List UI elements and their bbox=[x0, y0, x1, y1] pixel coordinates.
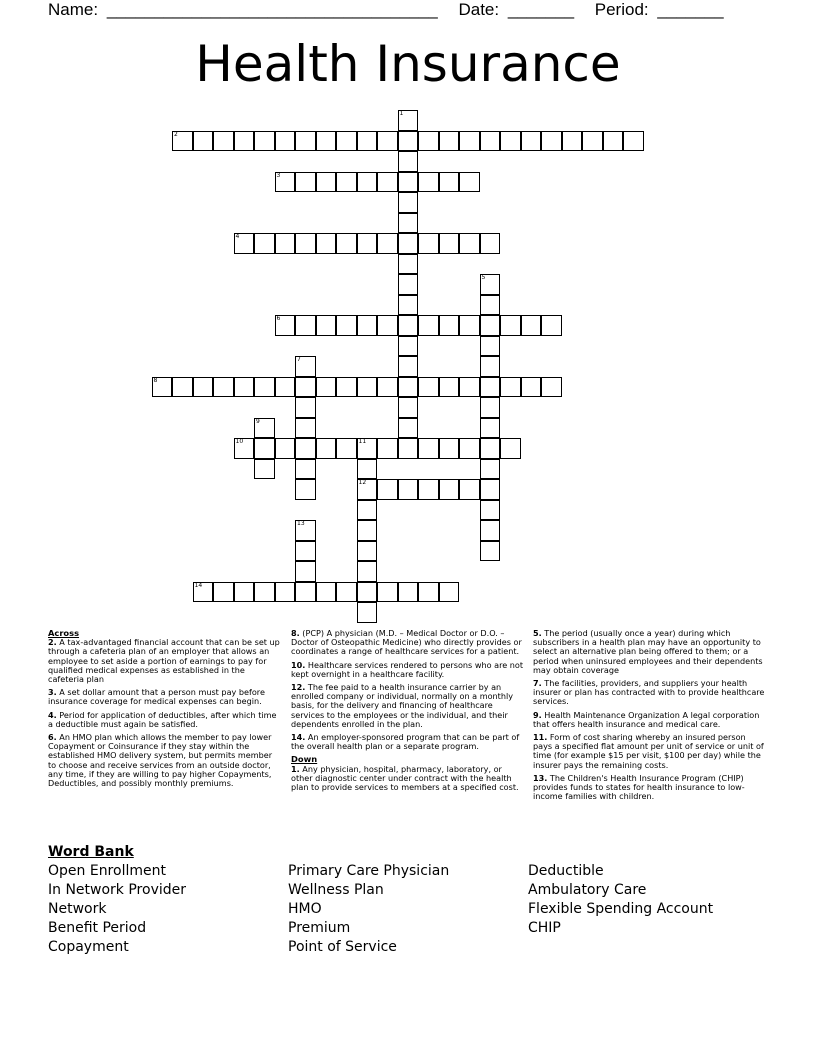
clue-number: 12 bbox=[358, 479, 367, 486]
clue-number: 8. bbox=[291, 628, 300, 638]
clue-number: 7 bbox=[297, 356, 301, 363]
clue-text: Health Maintenance Organization A legal corporation that offers health insurance and medical care. bbox=[533, 709, 760, 729]
crossword-cell[interactable] bbox=[480, 397, 501, 418]
word-bank-item: Benefit Period bbox=[48, 920, 147, 936]
clue-item bbox=[48, 733, 282, 788]
word-bank-item: HMO bbox=[288, 901, 322, 917]
clue-item bbox=[291, 629, 525, 657]
crossword-cell[interactable] bbox=[336, 233, 357, 254]
crossword-cell[interactable] bbox=[275, 172, 296, 193]
crossword-cell[interactable] bbox=[295, 233, 316, 254]
crossword-cell[interactable] bbox=[398, 110, 419, 131]
crossword-cell[interactable] bbox=[234, 233, 255, 254]
crossword-cell[interactable] bbox=[316, 582, 337, 603]
crossword-cell[interactable] bbox=[480, 131, 501, 152]
crossword-cell[interactable] bbox=[254, 582, 275, 603]
word-bank-item: Flexible Spending Account bbox=[528, 901, 714, 917]
crossword-cell[interactable] bbox=[418, 582, 439, 603]
crossword-cell[interactable] bbox=[439, 438, 460, 459]
crossword-cell[interactable] bbox=[357, 377, 378, 398]
crossword-cell[interactable] bbox=[541, 315, 562, 336]
clue-item bbox=[533, 679, 767, 707]
clue-text: Any physician, hospital, pharmacy, laboratory, or other diagnostic center under contract with the health plan to provide services to members at a specified cost. bbox=[291, 763, 519, 793]
clue-text: The facilities, providers, and suppliers your health insurer or plan has contracted with to provide healthcare services. bbox=[533, 678, 765, 707]
crossword-cell[interactable] bbox=[275, 582, 296, 603]
crossword-cell[interactable] bbox=[439, 582, 460, 603]
date-label: Date: bbox=[458, 0, 500, 19]
crossword-cell[interactable] bbox=[336, 131, 357, 152]
crossword-cell[interactable] bbox=[623, 131, 644, 152]
crossword-cell[interactable] bbox=[357, 520, 378, 541]
clue-number: 5 bbox=[481, 274, 486, 281]
crossword-cell[interactable] bbox=[193, 131, 214, 152]
word-bank-item: Ambulatory Care bbox=[528, 882, 647, 898]
crossword-cell[interactable] bbox=[398, 418, 419, 439]
crossword-cell[interactable] bbox=[172, 377, 193, 398]
crossword-cell[interactable] bbox=[459, 233, 480, 254]
crossword-cell[interactable] bbox=[459, 172, 480, 193]
crossword-cell[interactable] bbox=[295, 479, 316, 500]
clues-column-2 bbox=[291, 629, 525, 796]
crossword-cell[interactable] bbox=[275, 438, 296, 459]
clue-item bbox=[291, 661, 525, 679]
crossword-cell[interactable] bbox=[398, 295, 419, 316]
crossword-cell[interactable] bbox=[398, 151, 419, 172]
crossword-cell[interactable] bbox=[234, 582, 255, 603]
crossword-cell[interactable] bbox=[418, 377, 439, 398]
crossword-cell[interactable] bbox=[295, 172, 316, 193]
clue-text: (PCP) A physician (M.D. – Medical Doctor or D.O. – Doctor of Osteopathic Medicine) who directly provides or coordinates a range of healthcare services for a patient. bbox=[291, 628, 522, 657]
crossword-cell[interactable] bbox=[439, 131, 460, 152]
crossword-cell[interactable] bbox=[439, 479, 460, 500]
clue-number: 14 bbox=[194, 581, 203, 589]
crossword-cell[interactable] bbox=[521, 377, 542, 398]
crossword-cell[interactable] bbox=[398, 336, 419, 357]
crossword-cell[interactable] bbox=[459, 315, 480, 336]
crossword-cell[interactable] bbox=[398, 479, 419, 500]
crossword-cell[interactable] bbox=[172, 131, 193, 152]
clue-number: 1. bbox=[291, 763, 300, 774]
clue-text: The period (usually once a year) during which subscribers in a health plan may have an opportunity to select an alternative plan being offered to them; or a period when uninsured employees and their dependents may obtain coverage bbox=[533, 628, 763, 675]
crossword-cell[interactable] bbox=[295, 561, 316, 582]
crossword-cell[interactable] bbox=[439, 377, 460, 398]
crossword-cell[interactable] bbox=[459, 479, 480, 500]
crossword-cell[interactable] bbox=[316, 315, 337, 336]
crossword-cell[interactable] bbox=[357, 582, 378, 603]
crossword-cell[interactable] bbox=[439, 172, 460, 193]
crossword-cell[interactable] bbox=[213, 131, 234, 152]
clue-number: 7. bbox=[533, 678, 542, 689]
crossword-cell[interactable] bbox=[336, 315, 357, 336]
clue-number: 10. bbox=[291, 659, 306, 670]
clue-text: The Children's Health Insurance Program (CHIP) provides funds to states for health insurance to low-income families with children. bbox=[533, 772, 745, 802]
crossword-cell[interactable] bbox=[377, 377, 398, 398]
clue-item bbox=[291, 733, 525, 751]
crossword-cell[interactable] bbox=[603, 131, 624, 152]
crossword-cell[interactable] bbox=[500, 377, 521, 398]
crossword-cell[interactable] bbox=[254, 233, 275, 254]
crossword-cell[interactable] bbox=[418, 438, 439, 459]
crossword-cell[interactable] bbox=[521, 131, 542, 152]
crossword-cell[interactable] bbox=[480, 336, 501, 357]
crossword-cell[interactable] bbox=[295, 582, 316, 603]
crossword-cell[interactable] bbox=[254, 459, 275, 480]
crossword-cell[interactable] bbox=[275, 377, 296, 398]
crossword-cell[interactable] bbox=[500, 438, 521, 459]
crossword-cell[interactable] bbox=[480, 233, 501, 254]
crossword-cell[interactable] bbox=[295, 397, 316, 418]
crossword-cell[interactable] bbox=[459, 131, 480, 152]
word-bank-item: Network bbox=[48, 901, 107, 917]
clue-number: 9. bbox=[533, 709, 542, 720]
crossword-cell[interactable] bbox=[377, 172, 398, 193]
crossword-cell[interactable] bbox=[357, 561, 378, 582]
crossword-cell[interactable] bbox=[480, 541, 501, 562]
clue-number: 2 bbox=[174, 130, 178, 138]
word-bank-item: Open Enrollment bbox=[48, 863, 166, 879]
crossword-cell[interactable] bbox=[295, 459, 316, 480]
crossword-cell[interactable] bbox=[398, 274, 419, 295]
crossword-cell[interactable] bbox=[480, 377, 501, 398]
clue-item bbox=[533, 629, 767, 675]
clue-item bbox=[291, 765, 525, 793]
page-title: Health Insurance bbox=[195, 35, 621, 93]
crossword-cell[interactable] bbox=[480, 274, 501, 295]
crossword-cell[interactable] bbox=[398, 254, 419, 275]
crossword-cell[interactable] bbox=[459, 377, 480, 398]
crossword-cell[interactable] bbox=[398, 192, 419, 213]
crossword-cell[interactable] bbox=[418, 479, 439, 500]
crossword-cell[interactable] bbox=[295, 520, 316, 541]
crossword-cell[interactable] bbox=[254, 377, 275, 398]
clue-item bbox=[533, 733, 767, 770]
clue-text: A set dollar amount that a person must pay before insurance coverage for medical expenses can begin. bbox=[48, 687, 265, 707]
crossword-cell[interactable] bbox=[398, 213, 419, 234]
crossword-cell[interactable] bbox=[336, 582, 357, 603]
crossword-cell[interactable] bbox=[357, 438, 378, 459]
crossword-cell[interactable] bbox=[152, 377, 173, 398]
crossword-cell[interactable] bbox=[316, 438, 337, 459]
crossword-cell[interactable] bbox=[418, 172, 439, 193]
crossword-cell[interactable] bbox=[357, 479, 378, 500]
crossword-cell[interactable] bbox=[398, 315, 419, 336]
crossword-cell[interactable] bbox=[193, 582, 214, 603]
clue-number: 11. bbox=[533, 732, 548, 743]
clue-text: The fee paid to a health insurance carrier by an enrolled company or individual, normally on a monthly basis, for the delivery and financing of healthcare services to the employees or the individual, and their dependents enrolled in the plan. bbox=[291, 682, 514, 729]
name-line[interactable]: ___________________________________ bbox=[106, 0, 438, 19]
crossword-cell[interactable] bbox=[254, 131, 275, 152]
clue-number: 5. bbox=[533, 628, 542, 638]
crossword-cell[interactable] bbox=[398, 438, 419, 459]
down-heading: Down bbox=[291, 754, 318, 765]
crossword-cell[interactable] bbox=[254, 418, 275, 439]
name-label: Name: bbox=[48, 0, 99, 19]
clue-number: 13. bbox=[533, 772, 548, 783]
crossword-cell[interactable] bbox=[193, 377, 214, 398]
crossword-cell[interactable] bbox=[316, 377, 337, 398]
word-bank-item: Point of Service bbox=[288, 939, 397, 955]
clue-number: 2. bbox=[48, 637, 57, 648]
crossword-cell[interactable] bbox=[582, 131, 603, 152]
clue-item bbox=[533, 711, 767, 729]
crossword-cell[interactable] bbox=[480, 418, 501, 439]
crossword-cell[interactable] bbox=[357, 541, 378, 562]
word-bank-title: Word Bank bbox=[48, 844, 134, 860]
clue-number: 13 bbox=[297, 520, 305, 527]
word-bank-item: CHIP bbox=[528, 920, 561, 936]
clue-text: Period for application of deductibles, after which time a deductible must again be satisfied. bbox=[48, 709, 277, 729]
clue-number: 3 bbox=[276, 171, 281, 179]
period-line[interactable]: _______ bbox=[657, 0, 724, 19]
clue-text: A tax-advantaged financial account that can be set up through a cafeteria plan of an employer that allows an employee to set aside a portion of earnings to pay for qualified medical expenses as established in the cafeteria plan bbox=[48, 637, 280, 685]
clue-text: An employer-sponsored program that can be part of the overall health plan or a separate program. bbox=[291, 732, 520, 752]
date-line[interactable]: _______ bbox=[507, 0, 575, 19]
crossword-cell[interactable] bbox=[357, 500, 378, 521]
clue-number: 8 bbox=[153, 376, 158, 384]
crossword-cell[interactable] bbox=[275, 131, 296, 152]
crossword-cell[interactable] bbox=[398, 172, 419, 193]
crossword-cell[interactable] bbox=[418, 315, 439, 336]
word-bank-item: Copayment bbox=[48, 939, 129, 955]
crossword-cell[interactable] bbox=[357, 131, 378, 152]
crossword-cell[interactable] bbox=[357, 233, 378, 254]
crossword-cell[interactable] bbox=[398, 131, 419, 152]
word-bank-item: Primary Care Physician bbox=[288, 863, 450, 879]
clue-item bbox=[48, 711, 282, 729]
word-bank-column-1 bbox=[48, 862, 186, 957]
crossword-cell[interactable] bbox=[234, 438, 255, 459]
crossword-cell[interactable] bbox=[295, 356, 316, 377]
word-bank-item: Deductible bbox=[528, 863, 604, 879]
crossword-cell[interactable] bbox=[377, 479, 398, 500]
crossword-cell[interactable] bbox=[480, 295, 501, 316]
crossword-cell[interactable] bbox=[336, 377, 357, 398]
clue-number: 14. bbox=[291, 732, 306, 743]
clue-text: An HMO plan which allows the member to pay lower Copayment or Coinsurance if they stay within the established HMO delivery system, but permits member to choose and receive services from an outside doctor, any time, if they are willing to pay higher Copayments, Deductibles, and possibly monthly premiums. bbox=[48, 732, 273, 789]
clue-text: Healthcare services rendered to persons who are not kept overnight in a healthcare facility. bbox=[291, 659, 524, 679]
crossword-cell[interactable] bbox=[213, 377, 234, 398]
crossword-cell[interactable] bbox=[377, 315, 398, 336]
word-bank-column-2 bbox=[288, 862, 449, 957]
clue-number: 6. bbox=[48, 732, 57, 743]
crossword-cell[interactable] bbox=[521, 315, 542, 336]
crossword-cell[interactable] bbox=[480, 500, 501, 521]
clues-column-1 bbox=[48, 629, 282, 792]
crossword-cell[interactable] bbox=[357, 315, 378, 336]
crossword-cell[interactable] bbox=[541, 131, 562, 152]
crossword-cell[interactable] bbox=[295, 438, 316, 459]
clue-number: 9 bbox=[256, 417, 260, 425]
clue-number: 4 bbox=[235, 233, 240, 240]
crossword-cell[interactable] bbox=[336, 438, 357, 459]
word-bank-column-3 bbox=[528, 862, 713, 938]
crossword-cell[interactable] bbox=[480, 479, 501, 500]
period-label: Period: bbox=[594, 0, 649, 19]
crossword-cell[interactable] bbox=[234, 131, 255, 152]
crossword-cell[interactable] bbox=[439, 233, 460, 254]
crossword-cell[interactable] bbox=[480, 459, 501, 480]
crossword-cell[interactable] bbox=[213, 582, 234, 603]
across-heading: Across bbox=[48, 628, 80, 638]
crossword-cell[interactable] bbox=[316, 131, 337, 152]
crossword-cell[interactable] bbox=[275, 233, 296, 254]
crossword-cell[interactable] bbox=[398, 356, 419, 377]
crossword-cell[interactable] bbox=[480, 520, 501, 541]
crossword-cell[interactable] bbox=[316, 233, 337, 254]
crossword-cell[interactable] bbox=[316, 172, 337, 193]
clue-item bbox=[48, 688, 282, 706]
crossword-cell[interactable] bbox=[500, 315, 521, 336]
clue-number: 3. bbox=[48, 687, 57, 698]
clue-number: 6 bbox=[276, 315, 281, 322]
crossword-cell[interactable] bbox=[295, 315, 316, 336]
clue-number: 4. bbox=[48, 709, 57, 720]
crossword-cell[interactable] bbox=[541, 377, 562, 398]
crossword-cell[interactable] bbox=[418, 233, 439, 254]
crossword-cell[interactable] bbox=[295, 541, 316, 562]
word-bank-item: Wellness Plan bbox=[288, 882, 384, 898]
crossword-cell[interactable] bbox=[377, 582, 398, 603]
crossword-cell[interactable] bbox=[275, 315, 296, 336]
crossword-cell[interactable] bbox=[459, 438, 480, 459]
crossword-cell[interactable] bbox=[295, 131, 316, 152]
crossword-cell[interactable] bbox=[398, 233, 419, 254]
crossword-cell[interactable] bbox=[234, 377, 255, 398]
crossword-cell[interactable] bbox=[480, 356, 501, 377]
clue-text: Form of cost sharing whereby an insured person pays a specified flat amount per unit of service or unit of time (for example $15 per visit, $100 per day) while the insurer pays the remaining costs. bbox=[533, 732, 764, 770]
clue-number: 12. bbox=[291, 682, 306, 693]
crossword-cell[interactable] bbox=[357, 172, 378, 193]
crossword-cell[interactable] bbox=[295, 418, 316, 439]
crossword-cell[interactable] bbox=[377, 233, 398, 254]
clues-column-3 bbox=[533, 629, 767, 805]
crossword-cell[interactable] bbox=[480, 438, 501, 459]
clue-number: 1 bbox=[399, 110, 404, 117]
crossword-cell[interactable] bbox=[357, 602, 378, 623]
crossword-cell[interactable] bbox=[357, 459, 378, 480]
crossword-cell[interactable] bbox=[377, 438, 398, 459]
crossword-cell[interactable] bbox=[254, 438, 275, 459]
word-bank-item: Premium bbox=[288, 920, 351, 936]
clue-number: 10 bbox=[235, 438, 244, 445]
clue-item bbox=[533, 774, 767, 802]
crossword-cell[interactable] bbox=[439, 315, 460, 336]
crossword-cell[interactable] bbox=[418, 131, 439, 152]
crossword-cell[interactable] bbox=[336, 172, 357, 193]
clue-item bbox=[48, 638, 282, 684]
crossword-cell[interactable] bbox=[295, 377, 316, 398]
crossword-cell[interactable] bbox=[480, 315, 501, 336]
crossword-cell[interactable] bbox=[377, 131, 398, 152]
word-bank-item: In Network Provider bbox=[48, 882, 186, 898]
clue-number: 11 bbox=[358, 438, 367, 445]
crossword-cell[interactable] bbox=[398, 397, 419, 418]
crossword-cell[interactable] bbox=[500, 131, 521, 152]
crossword-cell[interactable] bbox=[398, 582, 419, 603]
crossword-cell[interactable] bbox=[562, 131, 583, 152]
clue-item bbox=[291, 683, 525, 729]
crossword-cell[interactable] bbox=[398, 377, 419, 398]
